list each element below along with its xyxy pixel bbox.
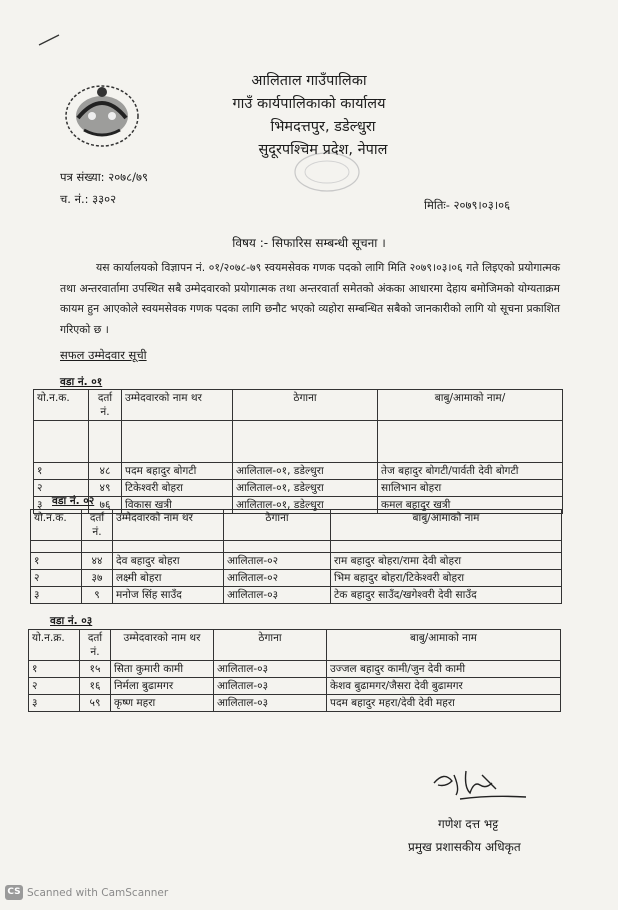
- cell-serial: १: [31, 553, 82, 570]
- cell-address: आलिताल-०३: [214, 695, 327, 712]
- cell-candidate-name: कृष्ण महरा: [111, 695, 214, 712]
- cell-address: आलिताल-०३: [214, 678, 327, 695]
- ward-1-label: वडा नं. ०१: [60, 376, 103, 388]
- table-row: [34, 480, 563, 497]
- ward-3-table: [28, 629, 561, 712]
- cell-reg-no: १५: [80, 661, 111, 678]
- cell-serial: १: [34, 463, 89, 480]
- table-row: [31, 570, 562, 587]
- successful-candidates-title: सफल उम्मेदवार सूची: [60, 348, 147, 362]
- cell-candidate-name: देव बहादुर बोहरा: [113, 553, 224, 570]
- cell-address: आलिताल-०२: [224, 570, 331, 587]
- cell-parents-name: उज्जल बहादुर कामी/जुन देवी कामी: [327, 661, 561, 678]
- camscanner-watermark: Scanned with CamScanner: [27, 887, 169, 899]
- cell-reg-no: १६: [80, 678, 111, 695]
- col-address: ठेगाना: [224, 510, 331, 541]
- cell-reg-no: ४४: [82, 553, 113, 570]
- ward-2-table: [30, 509, 562, 604]
- cell-address: आलिताल-०१, डडेल्धुरा: [233, 463, 378, 480]
- cell-parents-name: पदम बहादुर महरा/देवी देवी महरा: [327, 695, 561, 712]
- notice-body: [60, 258, 560, 340]
- col-reg-no: दर्ता नं.: [82, 510, 113, 541]
- cell-serial: २: [34, 480, 89, 497]
- ward-3-label: वडा नं. ०३: [50, 615, 93, 627]
- col-serial: यो.न.क.: [31, 510, 82, 541]
- cell-address: आलिताल-०१, डडेल्धुरा: [233, 480, 378, 497]
- ward-1-table: [33, 389, 563, 514]
- cell-parents-name: सालिभान बोहरा: [378, 480, 563, 497]
- cell-parents-name: भिम बहादुर बोहरा/टिकेश्वरी बोहरा: [331, 570, 562, 587]
- table-row: [29, 678, 561, 695]
- cell-parents-name: तेज बहादुर बोगटी/पार्वती देवी बोगटी: [378, 463, 563, 480]
- col-address: ठेगाना: [214, 630, 327, 661]
- signatory-title: प्रमुख प्रशासकीय अधिकृत: [408, 840, 521, 854]
- cell-parents-name: टेक बहादुर साउँद/खगेश्वरी देवी साउँद: [331, 587, 562, 604]
- cell-reg-no: ४९: [89, 480, 122, 497]
- col-reg-no: दर्ता नं.: [89, 390, 122, 421]
- cell-candidate-name: सिता कुमारी कामी: [111, 661, 214, 678]
- cell-address: आलिताल-०२: [224, 553, 331, 570]
- handwritten-signature: [430, 765, 530, 805]
- cell-candidate-name: विकास खत्री: [122, 497, 233, 514]
- header-province: सुदूरपश्चिम प्रदेश, नेपाल: [258, 142, 388, 158]
- cell-parents-name: कमल बहादुर खत्री: [378, 497, 563, 514]
- date: मितिः- २०७९।०३।०६: [424, 198, 511, 212]
- table-header-row: [29, 630, 561, 661]
- cell-parents-name: केशव बुढामगर/जैसरा देवी बुढामगर: [327, 678, 561, 695]
- subject-line: विषय :- सिफारिस सम्बन्धी सूचना ।: [232, 236, 386, 250]
- cell-serial: २: [29, 678, 80, 695]
- cell-serial: ३: [34, 497, 89, 514]
- col-parents-name: बाबु/आमाको नाम: [331, 510, 562, 541]
- cell-reg-no: ९: [82, 587, 113, 604]
- col-candidate-name: उम्मेदवारको नाम थर: [111, 630, 214, 661]
- cell-address: आलिताल-०३: [214, 661, 327, 678]
- cell-candidate-name: लक्ष्मी बोहरा: [113, 570, 224, 587]
- letter-number: पत्र संख्या: २०७८/७९: [60, 170, 148, 184]
- cell-candidate-name: पदम बहादुर बोगटी: [122, 463, 233, 480]
- cell-serial: १: [29, 661, 80, 678]
- cell-candidate-name: मनोज सिंह साउँद: [113, 587, 224, 604]
- notice-body-text: यस कार्यालयको विज्ञापन नं. ०१/२०७८-७९ स्वयमसेवक गणक पदको लागि मिति २०७९।०३।०६ गते लिइएको प्रयोगात्मक तथा अन्तरवार्तामा उपस्थित सबै उम्मेदवारको प्रयोगात्मक तथा अन्तरवार्ता समेतको अंकका आधारमा देहाय बमोजिमको योग्यताक्रम कायम हुन आएकोले स्वयमसेवक गणक पदका लागि छनौट भएको व्यहोरा सम्बन्धित सबैको जानकारीको लागि यो सूचना प्रकाशित गरिएको छ ।: [60, 261, 560, 336]
- cell-serial: ३: [31, 587, 82, 604]
- pen-mark: [38, 34, 60, 46]
- table-row: [29, 695, 561, 712]
- table-row: [31, 553, 562, 570]
- ward-2-label: वडा नं. ०२: [52, 495, 95, 507]
- col-parents-name: बाबु/आमाको नाम/: [378, 390, 563, 421]
- col-address: ठेगाना: [233, 390, 378, 421]
- cell-reg-no: ७६: [89, 497, 122, 514]
- col-candidate-name: उम्मेदवारको नाम थर: [113, 510, 224, 541]
- col-reg-no: दर्ता नं.: [80, 630, 111, 661]
- cell-candidate-name: निर्मला बुढामगर: [111, 678, 214, 695]
- cell-serial: ३: [29, 695, 80, 712]
- col-candidate-name: उम्मेदवारको नाम थर: [122, 390, 233, 421]
- header-municipality: आलिताल गाउँपालिका: [251, 73, 367, 89]
- dispatch-number: च. नं.: ३३०२: [60, 192, 117, 206]
- camscanner-logo: CS: [5, 885, 23, 900]
- cell-address: आलिताल-०१, डडेल्धुरा: [233, 497, 378, 514]
- col-parents-name: बाबु/आमाको नाम: [327, 630, 561, 661]
- col-serial: यो.न.क.: [34, 390, 89, 421]
- table-row: [29, 661, 561, 678]
- signatory-name: गणेश दत्त भट्ट: [438, 817, 499, 831]
- table-row: [34, 463, 563, 480]
- table-row: [31, 587, 562, 604]
- col-serial: यो.न.क्र.: [29, 630, 80, 661]
- table-header-row: [31, 510, 562, 541]
- table-header-row: [34, 390, 563, 421]
- header-office: गाउँ कार्यपालिकाको कार्यालय: [232, 96, 386, 112]
- cell-serial: २: [31, 570, 82, 587]
- header-address: भिमदत्तपुर, डडेल्धुरा: [270, 119, 376, 135]
- cell-candidate-name: टिकेश्वरी बोहरा: [122, 480, 233, 497]
- cell-parents-name: राम बहादुर बोहरा/रामा देवी बोहरा: [331, 553, 562, 570]
- cell-reg-no: ५९: [80, 695, 111, 712]
- cell-reg-no: ४८: [89, 463, 122, 480]
- cell-address: आलिताल-०३: [224, 587, 331, 604]
- cell-reg-no: ३७: [82, 570, 113, 587]
